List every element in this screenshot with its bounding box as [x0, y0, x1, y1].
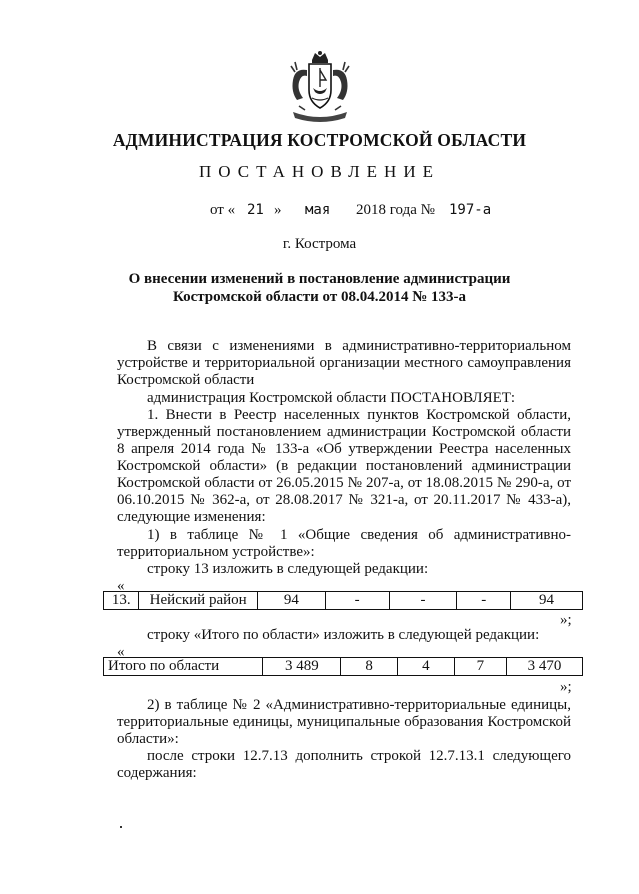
body-line: Костромской области от 26.05.2015 № 207-а, от 18.08.2015 № 290-а, от	[117, 475, 571, 491]
table-cell: 8	[341, 658, 398, 676]
table-cell: 3 470	[507, 658, 583, 676]
table-row	[104, 658, 583, 676]
table-cell: 13.	[104, 592, 139, 610]
open-quote: «	[117, 578, 125, 594]
body-line: 2) в таблице № 2 «Административно-территориальные единицы,	[147, 697, 571, 713]
body-line: 1. Внести в Реестр населенных пунктов Костромской области,	[147, 407, 571, 423]
subject-line: О внесении изменений в постановление администрации	[128, 271, 511, 287]
city: г. Кострома	[282, 236, 357, 252]
table-cell: Итого по области	[104, 658, 263, 676]
coat-of-arms-emblem	[285, 50, 355, 126]
date-line	[210, 202, 510, 222]
table-total-row	[103, 657, 583, 676]
table-cell: 94	[257, 592, 325, 610]
body-line: следующие изменения:	[117, 509, 266, 525]
document-subject	[0, 270, 639, 306]
body-line: В связи с изменениями в административно-территориальном	[147, 338, 571, 354]
date-day: 21	[247, 202, 264, 218]
body-line: утвержденный постановлением администрации Костромской области	[117, 424, 571, 440]
scan-speck	[120, 826, 122, 828]
table-cell: 7	[454, 658, 506, 676]
body-line: устройстве и территориальной организации местного самоуправления	[117, 355, 571, 371]
body-line: содержания:	[117, 765, 197, 781]
body-line: Костромской области	[117, 372, 255, 388]
body-line: после строки 12.7.13 дополнить строкой 12.7.13.1 следующего	[147, 748, 571, 764]
document-number: 197-а	[449, 202, 492, 218]
body-line: строку «Итого по области» изложить в следующей редакции:	[147, 627, 540, 643]
body-line: 8 апреля 2014 года № 133-а «Об утверждении Реестра населенных	[117, 441, 571, 457]
organization-title: АДМИНИСТРАЦИЯ КОСТРОМСКОЙ ОБЛАСТИ	[112, 130, 527, 150]
body-line: территориальные единицы, муниципальные образования Костромской	[117, 714, 571, 730]
body-line: 06.10.2015 № 362-а, от 28.08.2017 № 321-а, от 20.11.2017 № 433-а),	[117, 492, 571, 508]
open-quote: «	[117, 644, 125, 660]
document-type: ПОСТАНОВЛЕНИЕ	[198, 162, 440, 181]
close-quote: »;	[560, 679, 572, 695]
body-line: администрация Костромской области ПОСТАНОВЛЯЕТ:	[147, 390, 516, 406]
table-cell: 4	[398, 658, 455, 676]
body-line: 1) в таблице № 1 «Общие сведения об административно-	[147, 527, 571, 543]
table-cell: 3 489	[263, 658, 341, 676]
table-row	[104, 592, 583, 610]
table-district-row	[103, 591, 583, 610]
table-cell: 94	[511, 592, 583, 610]
date-year: 2018 года №	[356, 202, 435, 218]
table-cell: -	[325, 592, 389, 610]
body-line: Костромской области» (в редакции постановлений администрации	[117, 458, 571, 474]
date-prefix: от «	[210, 202, 236, 218]
body-line: строку 13 изложить в следующей редакции:	[147, 561, 429, 577]
close-quote: »;	[560, 612, 572, 628]
date-month: мая	[305, 202, 331, 218]
table-cell: -	[389, 592, 457, 610]
date-quote-close: »	[274, 202, 282, 218]
table-cell: -	[457, 592, 511, 610]
body-line: территориальном устройстве»:	[117, 544, 315, 560]
subject-line: Костромской области от 08.04.2014 № 133-а	[172, 289, 467, 305]
body-line: области»:	[117, 731, 179, 747]
table-cell: Нейский район	[139, 592, 257, 610]
